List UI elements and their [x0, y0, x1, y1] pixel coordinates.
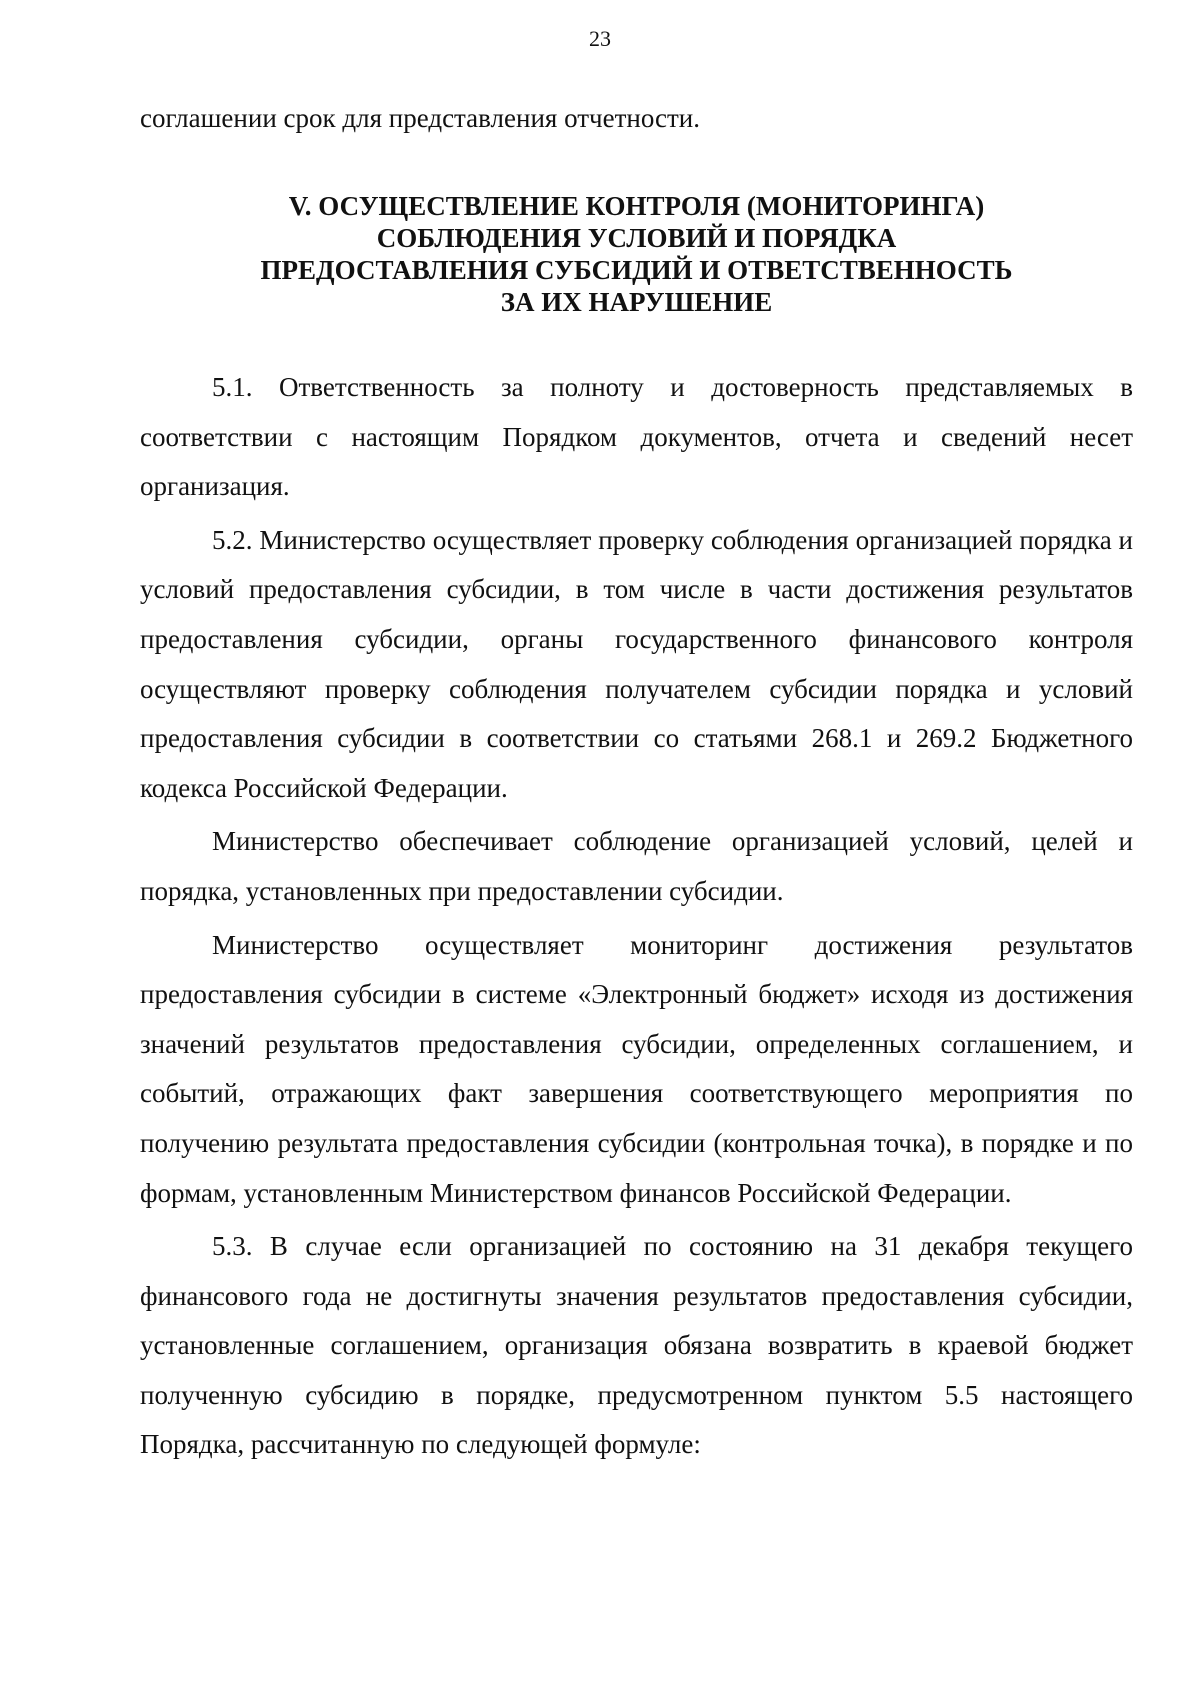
- heading-line: ПРЕДОСТАВЛЕНИЯ СУБСИДИЙ И ОТВЕТСТВЕННОСТЬ: [260, 255, 1013, 285]
- heading-line: СОБЛЮДЕНИЯ УСЛОВИЙ И ПОРЯДКА: [376, 223, 897, 253]
- continuation-text: соглашении срок для представления отчетности.: [140, 103, 700, 133]
- body-text: [140, 363, 1133, 1474]
- heading-line: V. ОСУЩЕСТВЛЕНИЕ КОНТРОЛЯ (МОНИТОРИНГА): [288, 191, 985, 221]
- page-number: 23: [589, 26, 611, 51]
- paragraph-5-3: 5.3. В случае если организацией по состоянию на 31 декабря текущего финансового года не достигнуты значения результатов предоставления субсидии, установленные соглашением, организация обязана возвратить в краевой бюджет полученную субсидию в порядке, предусмотренном пунктом 5.5 настоящего Порядка, рассчитанную по следующей формуле:: [140, 1231, 1133, 1460]
- section-heading: [140, 190, 1133, 318]
- paragraph-ministry-ensures: Министерство обеспечивает соблюдение организацией условий, целей и порядка, установленных при предоставлении субсидии.: [140, 826, 1133, 906]
- paragraph-5-1: 5.1. Ответственность за полноту и достоверность представляемых в соответствии с настоящим Порядком документов, отчета и сведений несет организация.: [140, 372, 1133, 502]
- paragraph-ministry-monitoring: Министерство осуществляет мониторинг достижения результатов предоставления субсидии в системе «Электронный бюджет» исходя из достижения значений результатов предоставления субсидии, определенных соглашением, и событий, отражающих факт завершения соответствующего мероприятия по получению результата предоставления субсидии (контрольная точка), в порядке и по формам, установленным Министерством финансов Российской Федерации.: [140, 929, 1133, 1208]
- heading-line: ЗА ИХ НАРУШЕНИЕ: [500, 287, 773, 317]
- paragraph-5-2: 5.2. Министерство осуществляет проверку соблюдения организацией порядка и условий предоставления субсидии, в том числе в части достижения результатов предоставления субсидии, органы государственного финансового контроля осуществляют проверку соблюдения получателем субсидии порядка и условий предоставления субсидии в соответствии со статьями 268.1 и 269.2 Бюджетного кодекса Российской Федерации.: [140, 524, 1133, 803]
